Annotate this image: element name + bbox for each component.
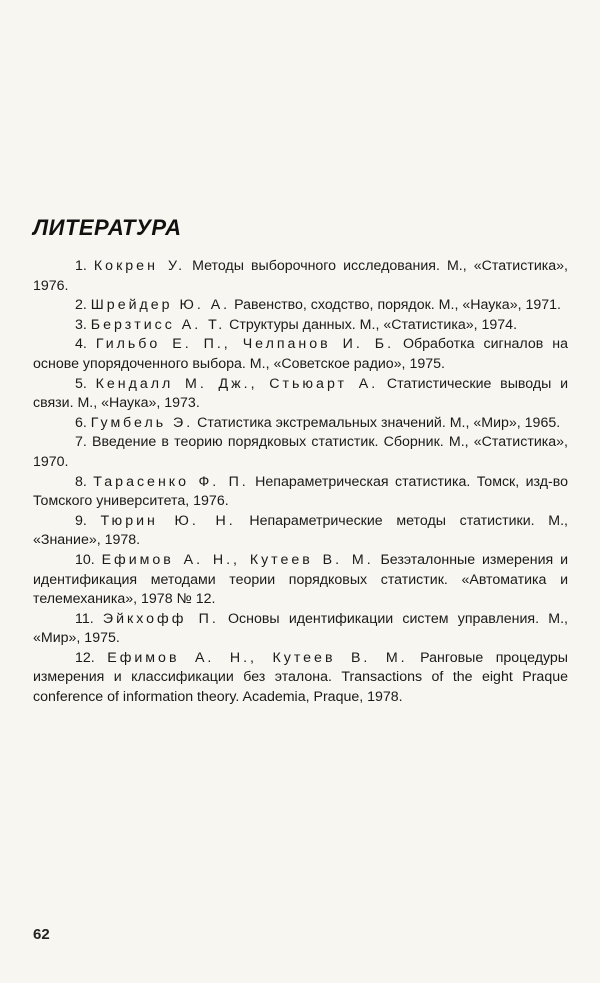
reference-text: Непараметрическая статистика. Томск, изд-во Томского университета, 1976. bbox=[33, 473, 568, 510]
reference-number: 1. bbox=[75, 258, 87, 274]
page-heading: ЛИТЕРАТУРА bbox=[33, 215, 182, 240]
reference-author: Кендалл М. Дж., Стьюарт А. bbox=[95, 375, 379, 392]
reference-list bbox=[33, 257, 568, 708]
reference-author: Берзтисс А. Т. bbox=[90, 316, 226, 333]
reference-number: 3. bbox=[75, 316, 87, 333]
reference-author: Шрейдер Ю. А. bbox=[90, 297, 231, 314]
reference-text: Статистика экстремальных значений. М., «Мир», 1965. bbox=[193, 414, 561, 431]
reference-item bbox=[33, 375, 568, 414]
reference-text: Ранговые процедуры измерения и классификации без эталона. Transactions of the eight Praque conference of information theory. Academia, Praque, 1978. bbox=[33, 649, 568, 706]
reference-author: Тарасенко Ф. П. bbox=[93, 473, 249, 490]
reference-item bbox=[33, 335, 568, 374]
reference-item bbox=[33, 551, 568, 610]
reference-item bbox=[33, 649, 568, 708]
reference-item bbox=[33, 296, 568, 316]
reference-number: 2. bbox=[75, 297, 87, 314]
reference-text: Методы выборочного исследования. М., «Статистика», 1976. bbox=[33, 258, 568, 294]
reference-number: 8. bbox=[75, 473, 87, 490]
reference-item bbox=[33, 433, 568, 472]
reference-item bbox=[33, 473, 568, 512]
reference-number: 10. bbox=[75, 551, 95, 568]
reference-item bbox=[33, 512, 568, 551]
reference-author: Ефимов А. Н., Кутеев В. М. bbox=[101, 551, 374, 568]
reference-number: 6. bbox=[75, 414, 87, 431]
reference-number: 9. bbox=[75, 512, 87, 529]
reference-author: Ефимов А. Н., Кутеев В. М. bbox=[107, 649, 408, 666]
reference-number: 11. bbox=[75, 610, 94, 627]
reference-text: Введение в теорию порядковых статистик. Сборник. М., «Статистика», 1970. bbox=[33, 434, 568, 470]
reference-text: Равенство, сходство, порядок. М., «Наука», 1971. bbox=[230, 297, 561, 314]
reference-number: 4. bbox=[75, 336, 87, 353]
page-number: 62 bbox=[33, 926, 50, 943]
reference-author: Эйкхофф П. bbox=[102, 610, 219, 627]
reference-number: 7. bbox=[75, 434, 87, 451]
reference-item bbox=[33, 610, 568, 649]
reference-author: Тюрин Ю. Н. bbox=[100, 512, 236, 529]
reference-item bbox=[33, 316, 568, 336]
reference-number: 5. bbox=[75, 375, 87, 392]
reference-author: Гильбо Е. П., Челпанов И. Б. bbox=[95, 336, 395, 353]
reference-text: Основы идентификации систем управления. М., «Мир», 1975. bbox=[33, 610, 568, 647]
reference-author: Кокрен У. bbox=[93, 258, 186, 274]
reference-text: Структуры данных. М., «Статистика», 1974. bbox=[225, 316, 518, 333]
reference-text: Непараметрические методы статистики. М., «Знание», 1978. bbox=[33, 512, 568, 549]
reference-item bbox=[33, 257, 568, 296]
reference-text: Статистические выводы и связи. М., «Наука», 1973. bbox=[33, 375, 568, 412]
reference-item bbox=[33, 414, 568, 434]
reference-number: 12. bbox=[75, 649, 95, 666]
reference-text: Безэталонные измерения и идентификация методами теории порядковых статистик. «Автоматика и телемеханика», 1978 № 12. bbox=[33, 551, 568, 608]
reference-author: Гумбель Э. bbox=[90, 414, 194, 431]
reference-text: Обработка сигналов на основе упорядоченного выбора. М., «Советское радио», 1975. bbox=[33, 336, 568, 372]
